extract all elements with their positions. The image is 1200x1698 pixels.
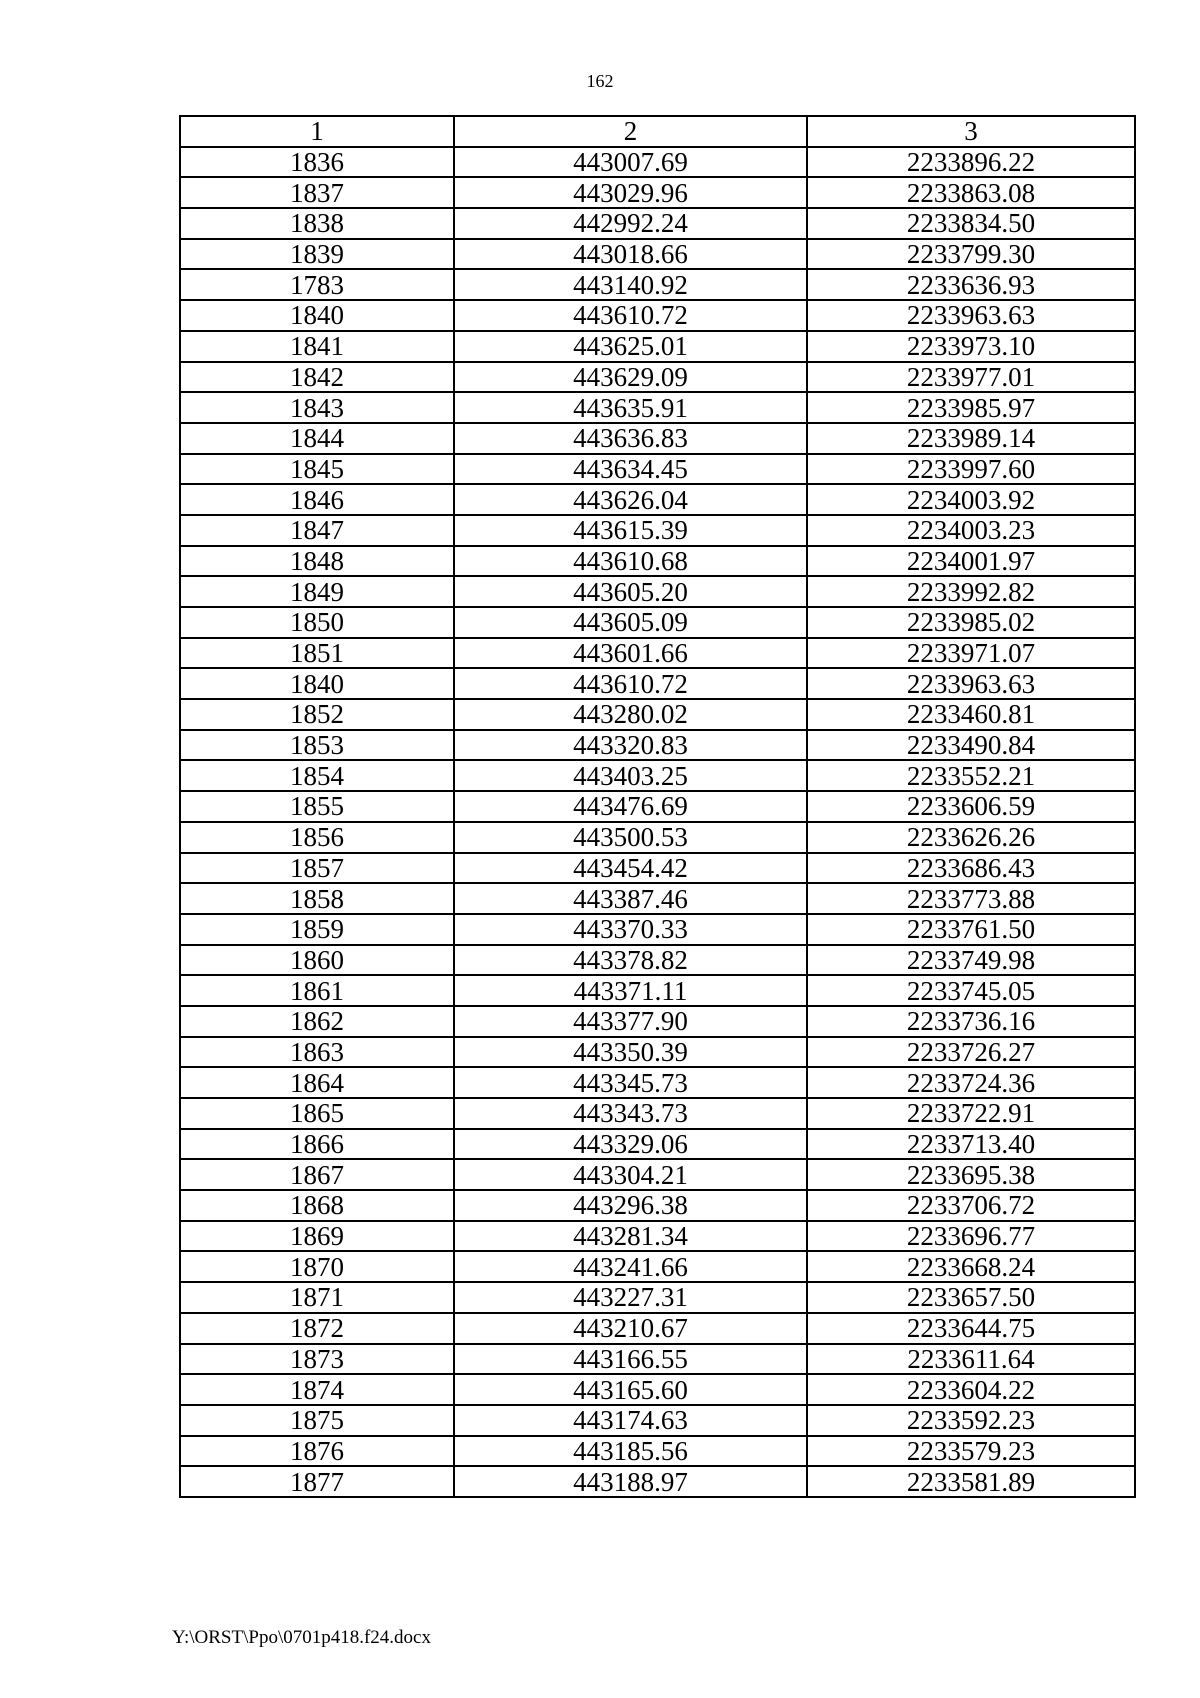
table-row [180, 1190, 1135, 1221]
y-coordinate-cell: 2233696.77 [807, 1221, 1135, 1252]
point-number-cell: 1865 [180, 1098, 454, 1129]
y-coordinate-cell: 2233460.81 [807, 699, 1135, 730]
x-coordinate-cell: 443601.66 [454, 638, 807, 669]
x-coordinate-cell: 443371.11 [454, 975, 807, 1006]
table-row [180, 300, 1135, 331]
point-number-cell: 1876 [180, 1436, 454, 1467]
footer-file-path: Y:\ORST\Ppo\0701p418.f24.docx [172, 1627, 431, 1648]
point-number-cell: 1850 [180, 607, 454, 638]
x-coordinate-cell: 443188.97 [454, 1466, 807, 1497]
y-coordinate-cell: 2233736.16 [807, 1006, 1135, 1037]
table-row [180, 1405, 1135, 1436]
table-row [180, 1037, 1135, 1068]
y-coordinate-cell: 2233973.10 [807, 331, 1135, 362]
y-coordinate-cell: 2233896.22 [807, 147, 1135, 178]
point-number-cell: 1856 [180, 822, 454, 853]
table-row [180, 423, 1135, 454]
point-number-cell: 1846 [180, 484, 454, 515]
point-number-cell: 1857 [180, 853, 454, 884]
x-coordinate-cell: 442992.24 [454, 208, 807, 239]
y-coordinate-cell: 2233606.59 [807, 791, 1135, 822]
x-coordinate-cell: 443605.20 [454, 576, 807, 607]
x-coordinate-cell: 443605.09 [454, 607, 807, 638]
table-row [180, 760, 1135, 791]
table-row [180, 1344, 1135, 1375]
y-coordinate-cell: 2233581.89 [807, 1466, 1135, 1497]
table-row [180, 883, 1135, 914]
y-coordinate-cell: 2233695.38 [807, 1159, 1135, 1190]
y-coordinate-cell: 2233592.23 [807, 1405, 1135, 1436]
table-row [180, 699, 1135, 730]
point-number-cell: 1837 [180, 177, 454, 208]
x-coordinate-cell: 443625.01 [454, 331, 807, 362]
table-row [180, 853, 1135, 884]
y-coordinate-cell: 2233863.08 [807, 177, 1135, 208]
x-coordinate-cell: 443185.56 [454, 1436, 807, 1467]
table-header-row [180, 116, 1135, 147]
point-number-cell: 1870 [180, 1251, 454, 1282]
point-number-cell: 1860 [180, 945, 454, 976]
y-coordinate-cell: 2233971.07 [807, 638, 1135, 669]
point-number-cell: 1875 [180, 1405, 454, 1436]
y-coordinate-cell: 2233749.98 [807, 945, 1135, 976]
point-number-cell: 1877 [180, 1466, 454, 1497]
table-row [180, 1129, 1135, 1160]
x-coordinate-cell: 443320.83 [454, 730, 807, 761]
point-number-cell: 1852 [180, 699, 454, 730]
table-row [180, 147, 1135, 178]
table-row [180, 454, 1135, 485]
table-row [180, 362, 1135, 393]
x-coordinate-cell: 443500.53 [454, 822, 807, 853]
x-coordinate-cell: 443629.09 [454, 362, 807, 393]
table-row [180, 208, 1135, 239]
y-coordinate-cell: 2233773.88 [807, 883, 1135, 914]
table-row [180, 515, 1135, 546]
x-coordinate-cell: 443241.66 [454, 1251, 807, 1282]
y-coordinate-cell: 2233636.93 [807, 269, 1135, 300]
table-row [180, 1466, 1135, 1497]
x-coordinate-cell: 443329.06 [454, 1129, 807, 1160]
y-coordinate-cell: 2233579.23 [807, 1436, 1135, 1467]
y-coordinate-cell: 2233963.63 [807, 300, 1135, 331]
table-row [180, 1436, 1135, 1467]
table-row [180, 607, 1135, 638]
page-number: 162 [586, 71, 614, 91]
x-coordinate-cell: 443610.72 [454, 668, 807, 699]
y-coordinate-cell: 2233985.97 [807, 392, 1135, 423]
y-coordinate-cell: 2233611.64 [807, 1344, 1135, 1375]
point-number-cell: 1848 [180, 546, 454, 577]
y-coordinate-cell: 2233626.26 [807, 822, 1135, 853]
y-coordinate-cell: 2233724.36 [807, 1067, 1135, 1098]
point-number-cell: 1838 [180, 208, 454, 239]
table-row [180, 546, 1135, 577]
table-row [180, 331, 1135, 362]
point-number-cell: 1861 [180, 975, 454, 1006]
x-coordinate-cell: 443210.67 [454, 1313, 807, 1344]
table-row [180, 392, 1135, 423]
y-coordinate-cell: 2233490.84 [807, 730, 1135, 761]
column-header-2: 2 [454, 116, 807, 147]
point-number-cell: 1873 [180, 1344, 454, 1375]
x-coordinate-cell: 443635.91 [454, 392, 807, 423]
table-row [180, 945, 1135, 976]
y-coordinate-cell: 2233761.50 [807, 914, 1135, 945]
y-coordinate-cell: 2233997.60 [807, 454, 1135, 485]
point-number-cell: 1842 [180, 362, 454, 393]
point-number-cell: 1868 [180, 1190, 454, 1221]
table-row [180, 822, 1135, 853]
y-coordinate-cell: 2233713.40 [807, 1129, 1135, 1160]
x-coordinate-cell: 443227.31 [454, 1282, 807, 1313]
table-row [180, 1282, 1135, 1313]
x-coordinate-cell: 443403.25 [454, 760, 807, 791]
table-row [180, 1313, 1135, 1344]
x-coordinate-cell: 443610.68 [454, 546, 807, 577]
table-row [180, 1098, 1135, 1129]
x-coordinate-cell: 443296.38 [454, 1190, 807, 1221]
x-coordinate-cell: 443454.42 [454, 853, 807, 884]
table-row [180, 269, 1135, 300]
x-coordinate-cell: 443377.90 [454, 1006, 807, 1037]
table-row [180, 1251, 1135, 1282]
x-coordinate-cell: 443166.55 [454, 1344, 807, 1375]
point-number-cell: 1783 [180, 269, 454, 300]
table-row [180, 975, 1135, 1006]
x-coordinate-cell: 443610.72 [454, 300, 807, 331]
point-number-cell: 1845 [180, 454, 454, 485]
y-coordinate-cell: 2233963.63 [807, 668, 1135, 699]
x-coordinate-cell: 443350.39 [454, 1037, 807, 1068]
x-coordinate-cell: 443140.92 [454, 269, 807, 300]
table-row [180, 177, 1135, 208]
point-number-cell: 1854 [180, 760, 454, 791]
point-number-cell: 1858 [180, 883, 454, 914]
y-coordinate-cell: 2234003.92 [807, 484, 1135, 515]
x-coordinate-cell: 443343.73 [454, 1098, 807, 1129]
y-coordinate-cell: 2233799.30 [807, 239, 1135, 270]
table-row [180, 1221, 1135, 1252]
point-number-cell: 1841 [180, 331, 454, 362]
table-row [180, 638, 1135, 669]
table-row [180, 239, 1135, 270]
point-number-cell: 1851 [180, 638, 454, 669]
x-coordinate-cell: 443378.82 [454, 945, 807, 976]
x-coordinate-cell: 443007.69 [454, 147, 807, 178]
y-coordinate-cell: 2233706.72 [807, 1190, 1135, 1221]
point-number-cell: 1855 [180, 791, 454, 822]
x-coordinate-cell: 443165.60 [454, 1374, 807, 1405]
point-number-cell: 1844 [180, 423, 454, 454]
table-row [180, 1006, 1135, 1037]
table-row [180, 576, 1135, 607]
point-number-cell: 1872 [180, 1313, 454, 1344]
y-coordinate-cell: 2233668.24 [807, 1251, 1135, 1282]
x-coordinate-cell: 443370.33 [454, 914, 807, 945]
point-number-cell: 1867 [180, 1159, 454, 1190]
column-header-1: 1 [180, 116, 454, 147]
point-number-cell: 1863 [180, 1037, 454, 1068]
y-coordinate-cell: 2233989.14 [807, 423, 1135, 454]
x-coordinate-cell: 443636.83 [454, 423, 807, 454]
x-coordinate-cell: 443304.21 [454, 1159, 807, 1190]
x-coordinate-cell: 443634.45 [454, 454, 807, 485]
point-number-cell: 1836 [180, 147, 454, 178]
x-coordinate-cell: 443018.66 [454, 239, 807, 270]
point-number-cell: 1864 [180, 1067, 454, 1098]
point-number-cell: 1853 [180, 730, 454, 761]
point-number-cell: 1840 [180, 668, 454, 699]
point-number-cell: 1849 [180, 576, 454, 607]
y-coordinate-cell: 2233644.75 [807, 1313, 1135, 1344]
x-coordinate-cell: 443476.69 [454, 791, 807, 822]
x-coordinate-cell: 443626.04 [454, 484, 807, 515]
table-row [180, 1159, 1135, 1190]
point-number-cell: 1859 [180, 914, 454, 945]
table-row [180, 1374, 1135, 1405]
y-coordinate-cell: 2234003.23 [807, 515, 1135, 546]
point-number-cell: 1866 [180, 1129, 454, 1160]
y-coordinate-cell: 2233834.50 [807, 208, 1135, 239]
table-row [180, 484, 1135, 515]
y-coordinate-cell: 2233722.91 [807, 1098, 1135, 1129]
y-coordinate-cell: 2233977.01 [807, 362, 1135, 393]
point-number-cell: 1843 [180, 392, 454, 423]
x-coordinate-cell: 443615.39 [454, 515, 807, 546]
y-coordinate-cell: 2234001.97 [807, 546, 1135, 577]
table-body [180, 147, 1135, 1497]
x-coordinate-cell: 443029.96 [454, 177, 807, 208]
point-number-cell: 1847 [180, 515, 454, 546]
y-coordinate-cell: 2233745.05 [807, 975, 1135, 1006]
table-row [180, 791, 1135, 822]
point-number-cell: 1871 [180, 1282, 454, 1313]
table-row [180, 1067, 1135, 1098]
point-number-cell: 1839 [180, 239, 454, 270]
table-row [180, 730, 1135, 761]
y-coordinate-cell: 2233686.43 [807, 853, 1135, 884]
y-coordinate-cell: 2233604.22 [807, 1374, 1135, 1405]
y-coordinate-cell: 2233552.21 [807, 760, 1135, 791]
point-number-cell: 1869 [180, 1221, 454, 1252]
table-row [180, 668, 1135, 699]
point-number-cell: 1874 [180, 1374, 454, 1405]
y-coordinate-cell: 2233985.02 [807, 607, 1135, 638]
column-header-3: 3 [807, 116, 1135, 147]
point-number-cell: 1862 [180, 1006, 454, 1037]
y-coordinate-cell: 2233726.27 [807, 1037, 1135, 1068]
y-coordinate-cell: 2233657.50 [807, 1282, 1135, 1313]
x-coordinate-cell: 443387.46 [454, 883, 807, 914]
table-row [180, 914, 1135, 945]
x-coordinate-cell: 443174.63 [454, 1405, 807, 1436]
x-coordinate-cell: 443345.73 [454, 1067, 807, 1098]
y-coordinate-cell: 2233992.82 [807, 576, 1135, 607]
x-coordinate-cell: 443281.34 [454, 1221, 807, 1252]
coordinates-table [179, 115, 1136, 1498]
point-number-cell: 1840 [180, 300, 454, 331]
x-coordinate-cell: 443280.02 [454, 699, 807, 730]
